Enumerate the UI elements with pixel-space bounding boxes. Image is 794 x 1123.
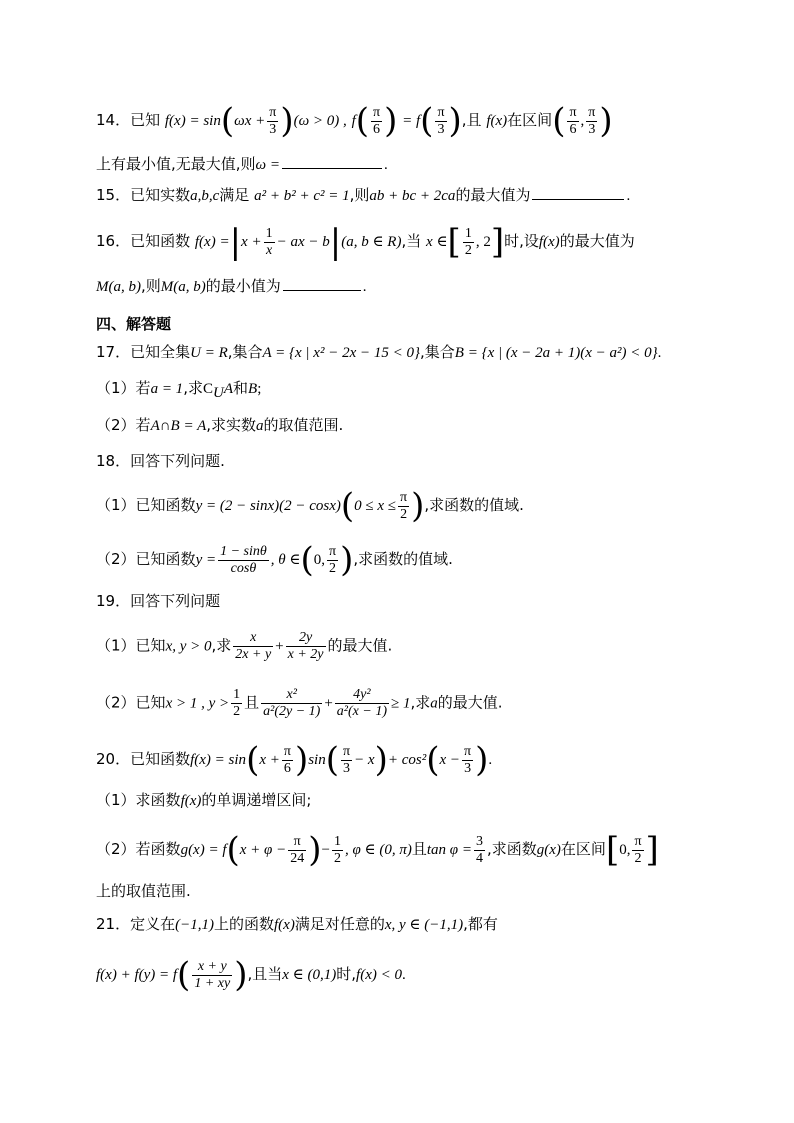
- numerator: π: [634, 833, 642, 849]
- paren: ): [280, 101, 294, 141]
- question-number: 19．: [96, 592, 131, 610]
- text: ,求实数: [206, 416, 257, 434]
- numerator: π: [288, 834, 306, 851]
- numerator: 1: [333, 833, 341, 849]
- fraction-pi-3b: [462, 744, 473, 777]
- fraction-1-2: [231, 687, 242, 720]
- math-fx: f(x): [274, 917, 295, 933]
- text: 的最大值.: [437, 693, 503, 712]
- math-cond: x > 1 , y >: [165, 695, 230, 712]
- question-14: 14．已知 f(x) = sin(ωx + $\frac{\pi}{3}$ )(ω > 0) , f( $\frac{\pi}{6}$ ) = f( $\frac{\pi}{3}$ ),且 f(x)在区间( $\frac{\pi}{6}$ , $\frac{\pi}{3}$ ): [96, 101, 613, 141]
- math-gx: g(x): [536, 842, 561, 858]
- fraction-pi-3: [267, 105, 278, 138]
- numerator: π: [400, 489, 408, 505]
- math-U: U = R: [190, 345, 228, 361]
- numerator: π: [269, 104, 277, 120]
- text: 已知函数: [135, 496, 196, 514]
- text: 且: [244, 693, 260, 712]
- denominator: 3: [269, 121, 277, 137]
- math-expr: y = (2 − sinx)(2 − cosx): [195, 498, 341, 514]
- fraction-sin-cos: [218, 544, 269, 577]
- math-cond: (ω > 0) ,: [293, 113, 347, 129]
- text: 上的取值范围.: [96, 882, 191, 900]
- math-inner: x + φ −: [239, 842, 287, 858]
- math-eq: = f: [402, 113, 421, 129]
- math-B: B = {x | (x − 2a + 1)(x − a²) < 0}: [454, 345, 658, 361]
- subquestion-number: （2）: [96, 693, 136, 712]
- question-21-cont: [96, 955, 794, 995]
- question-number: 17．: [96, 343, 131, 361]
- denominator: 6: [283, 760, 291, 776]
- text: 上有最小值,无最大值,则: [96, 155, 256, 173]
- math-interval: (−1,1): [175, 917, 214, 933]
- numerator: π: [373, 104, 381, 120]
- answer-blank[interactable]: [532, 184, 624, 200]
- fraction-2: [286, 630, 326, 663]
- text: ,当: [401, 232, 422, 250]
- numerator: π: [342, 743, 351, 759]
- period: .: [401, 967, 406, 983]
- paren: (: [420, 101, 434, 141]
- math-f: f(x) = sin: [164, 113, 221, 129]
- text: ,都有: [463, 915, 498, 933]
- plus: +: [275, 638, 284, 655]
- denominator: a²(x − 1): [336, 704, 387, 719]
- math-cond: (a, b ∈ R): [341, 234, 402, 250]
- text: ,求: [211, 636, 232, 655]
- question-20-2: [96, 830, 794, 870]
- bracket: [: [447, 222, 461, 262]
- text: 的取值范围.: [263, 416, 344, 434]
- fraction-pi-2: [632, 834, 643, 867]
- question-number: 18．: [96, 452, 131, 470]
- text: ,集合: [420, 343, 455, 361]
- numerator: 2y: [286, 630, 326, 647]
- denominator: 2: [400, 506, 408, 522]
- paren: (: [325, 740, 339, 780]
- text: 已知实数: [130, 186, 191, 204]
- fraction-pi-6: [282, 744, 293, 777]
- math-a: a = 1: [150, 381, 184, 397]
- denominator: 2: [329, 560, 337, 576]
- math-rest: − ax − b: [276, 234, 330, 250]
- numerator: 4y²: [335, 687, 389, 704]
- fraction-pi-2: [398, 490, 409, 523]
- denominator: 2: [634, 850, 642, 866]
- math-inner: − x: [354, 752, 375, 768]
- paren: ): [384, 101, 398, 141]
- fraction-1-x: [264, 226, 275, 259]
- text: 若: [135, 416, 151, 434]
- section-heading: 四、解答题: [96, 315, 172, 333]
- bracket: [: [605, 830, 620, 870]
- subquestion-number: （1）: [96, 791, 136, 809]
- math-A: A: [223, 381, 233, 397]
- math-cos: + cos²: [387, 752, 427, 768]
- math-abc: a,b,c: [190, 188, 220, 204]
- question-20: [96, 740, 794, 780]
- text: ,求函数: [486, 840, 537, 858]
- subquestion-number: （2）: [96, 550, 136, 568]
- denominator: 2: [464, 242, 472, 258]
- text: 定义在: [130, 915, 176, 933]
- text: 的单调递增区间;: [201, 791, 312, 809]
- minus: −: [321, 842, 330, 858]
- question-14-cont: [96, 153, 794, 175]
- text: 满足对任意的: [294, 915, 385, 933]
- text: 的最大值为: [559, 232, 635, 250]
- math-fx: f(x): [180, 793, 202, 809]
- text: ,求函数的值域.: [353, 550, 453, 568]
- text: ,求: [183, 379, 203, 397]
- text: 已知全集: [130, 343, 191, 361]
- question-19-1: [96, 630, 794, 663]
- math-comma-two: , 2: [475, 234, 491, 250]
- answer-blank[interactable]: [283, 275, 361, 291]
- complement-symbol: C: [202, 381, 213, 397]
- text: 且: [411, 840, 427, 858]
- text: 若: [135, 379, 151, 397]
- math-y: y =: [195, 552, 217, 568]
- paren: ): [340, 540, 354, 580]
- question-19-2: [96, 687, 794, 720]
- text: ,且当: [247, 965, 283, 983]
- subquestion-number: （1）: [96, 636, 136, 655]
- numerator: 1: [464, 225, 472, 241]
- paren: (: [246, 740, 260, 780]
- paren: (: [355, 101, 369, 141]
- question-number: 21．: [96, 915, 131, 933]
- fraction-pi-3b: [435, 105, 446, 138]
- plus: +: [324, 695, 333, 712]
- denominator: x + 2y: [287, 647, 324, 662]
- numerator: π: [329, 543, 337, 559]
- bracket: ]: [645, 830, 659, 870]
- period: .: [384, 157, 388, 173]
- question-18-1: [96, 486, 794, 526]
- numerator: x: [233, 630, 273, 647]
- math-M2: M(a, b): [160, 279, 206, 295]
- math-xy: x, y ∈ (−1,1): [384, 917, 464, 933]
- paren: ): [374, 740, 388, 780]
- math-inner: x +: [259, 752, 280, 768]
- fraction-1: [233, 630, 273, 663]
- text: 上的函数: [213, 915, 274, 933]
- paren: ): [234, 955, 248, 995]
- text: 和: [233, 379, 249, 397]
- math-A: A = {x | x² − 2x − 15 < 0}: [262, 345, 420, 361]
- question-17: [96, 342, 794, 363]
- numerator: x + y: [192, 959, 232, 976]
- math-B: B: [248, 381, 258, 397]
- math-x: x +: [241, 234, 262, 250]
- question-18: [96, 451, 794, 471]
- question-20-cont: [96, 881, 794, 901]
- paren: ): [294, 740, 309, 780]
- math-M: M(a, b): [96, 279, 141, 295]
- denominator: 3: [437, 121, 445, 137]
- semicolon: ;: [257, 381, 262, 397]
- fraction-pi-6b: [567, 105, 578, 138]
- denominator: 2x + y: [235, 647, 272, 662]
- denominator: 2: [333, 850, 341, 866]
- question-number: 20．: [96, 750, 131, 768]
- text: 的最大值.: [327, 636, 393, 655]
- numerator: π: [464, 743, 472, 759]
- paren: (: [300, 540, 314, 580]
- period: .: [657, 345, 662, 361]
- question-16-cont: [96, 275, 794, 297]
- subquestion-number: （2）: [96, 416, 136, 434]
- text: ,求函数的值域.: [424, 496, 524, 514]
- paren: ): [599, 101, 613, 141]
- question-number: 16．: [96, 232, 131, 250]
- fraction-3-4: [474, 834, 485, 867]
- text: 时,设: [504, 232, 539, 250]
- denominator: a²(2y − 1): [263, 704, 321, 719]
- denominator: 6: [373, 121, 381, 137]
- fraction-pi-3c: [586, 105, 597, 138]
- abs-bar: |: [329, 222, 342, 262]
- paren: (: [552, 101, 566, 141]
- paren: (: [220, 101, 235, 141]
- paren: (: [177, 955, 191, 995]
- bracket: ]: [490, 222, 505, 262]
- denominator: cosθ: [230, 560, 257, 576]
- fraction-pi-2: [327, 544, 338, 577]
- question-17-2: [96, 415, 794, 436]
- denominator: 3: [343, 760, 351, 776]
- denominator: 6: [569, 121, 577, 137]
- denominator: 24: [290, 850, 305, 866]
- text: 在区间: [560, 840, 606, 858]
- text: ,求: [410, 693, 431, 712]
- math-ge: ≥ 1: [390, 695, 411, 712]
- question-number: 15．: [96, 186, 131, 204]
- paren: ): [448, 101, 462, 141]
- text: 已知: [135, 636, 166, 655]
- period: .: [488, 752, 493, 768]
- numerator: 1: [233, 687, 241, 702]
- subquestion-number: （1）: [96, 496, 136, 514]
- text: 满足: [219, 186, 250, 204]
- numerator: π: [437, 104, 445, 120]
- answer-blank[interactable]: [282, 153, 382, 169]
- text: 的最大值为: [455, 186, 531, 204]
- fraction-2: [335, 687, 389, 720]
- denominator: 4: [475, 850, 483, 866]
- text: 已知函数: [130, 232, 191, 250]
- subquestion-number: （1）: [96, 379, 136, 397]
- period: .: [626, 188, 631, 204]
- math-tan: tan φ =: [426, 842, 472, 858]
- text: ,且: [461, 111, 482, 129]
- math-phi: , φ ∈ (0, π): [344, 842, 412, 858]
- subquestion-number: （2）: [96, 840, 136, 858]
- text: 已知函数: [135, 550, 196, 568]
- math-range: 0 ≤ x ≤: [354, 498, 397, 514]
- paren: ): [308, 830, 322, 870]
- math-inner: x −: [439, 752, 461, 768]
- text: ,则: [141, 277, 161, 295]
- question-16: [96, 222, 794, 262]
- question-15: [96, 184, 794, 206]
- text: 回答下列问题: [130, 592, 221, 610]
- math-a: a: [430, 695, 438, 712]
- fraction-pi-6: [371, 105, 382, 138]
- math-g: g(x) = f: [180, 842, 227, 858]
- fraction-xy: [192, 959, 232, 992]
- numerator: 3: [475, 833, 483, 849]
- numerator: 1: [265, 225, 273, 241]
- math-fx: f(x) < 0: [356, 967, 402, 983]
- text: 的最小值为: [205, 277, 281, 295]
- period: .: [362, 279, 367, 295]
- paren: (: [426, 740, 440, 780]
- denominator: 1 + xy: [194, 975, 231, 991]
- paren: (: [340, 486, 355, 526]
- question-17-1: [96, 378, 794, 403]
- fraction-1-2: [463, 226, 474, 259]
- math-sin: sin: [308, 752, 326, 768]
- math-fx: f(x): [486, 113, 508, 129]
- question-number: 14．: [96, 111, 131, 129]
- fraction-pi-3: [341, 744, 352, 777]
- numerator: π: [283, 743, 291, 759]
- paren: (: [226, 830, 240, 870]
- math-xin: x ∈: [426, 234, 448, 250]
- text: ,集合: [227, 343, 263, 361]
- text: 已知函数: [130, 750, 191, 768]
- math-expr2: ab + bc + 2ca: [369, 188, 456, 204]
- numerator: x²: [261, 687, 322, 704]
- math-xin: x ∈ (0,1): [282, 967, 337, 983]
- math-theta: , θ ∈: [270, 552, 301, 568]
- math-zero: 0,: [619, 842, 631, 858]
- denominator: 2: [233, 704, 241, 719]
- denominator: 3: [588, 121, 596, 137]
- denominator: x: [265, 242, 273, 258]
- denominator: 3: [464, 760, 472, 776]
- math-lhs: f(x) + f(y) = f: [96, 967, 178, 983]
- math-expr: a² + b² + c² = 1: [254, 188, 350, 204]
- text: 时,: [336, 965, 357, 983]
- question-19: [96, 591, 794, 611]
- fraction-pi-24: [288, 834, 306, 867]
- fraction-1-2: [332, 834, 343, 867]
- math-sub: U: [212, 385, 224, 401]
- math-xy: x, y > 0: [165, 638, 212, 655]
- math-zero: 0,: [313, 552, 326, 568]
- numerator: π: [588, 104, 596, 120]
- paren: ): [475, 740, 489, 780]
- math-f: f(x) = sin: [190, 752, 247, 768]
- paren: ): [411, 486, 425, 526]
- text: 已知: [135, 693, 166, 712]
- abs-bar: |: [229, 222, 242, 262]
- numerator: π: [569, 104, 577, 120]
- numerator: 1 − sinθ: [220, 543, 267, 559]
- math-a: a: [256, 418, 264, 434]
- text: 若函数: [135, 840, 181, 858]
- text: 在区间: [507, 111, 553, 129]
- math-f: f: [351, 113, 356, 129]
- math-inner: ωx +: [234, 113, 266, 129]
- question-21: [96, 914, 794, 935]
- math-f: f(x) =: [194, 234, 230, 250]
- fraction-1: [261, 687, 322, 720]
- text: 回答下列问题.: [130, 452, 225, 470]
- text: 求函数: [135, 791, 181, 809]
- text: 已知: [130, 111, 161, 129]
- math-expr: A∩B = A: [150, 418, 207, 434]
- question-20-1: [96, 790, 794, 811]
- math-omega: ω =: [255, 157, 281, 173]
- question-18-2: [96, 540, 794, 580]
- math-fx: f(x): [538, 234, 560, 250]
- text: ,则: [349, 186, 370, 204]
